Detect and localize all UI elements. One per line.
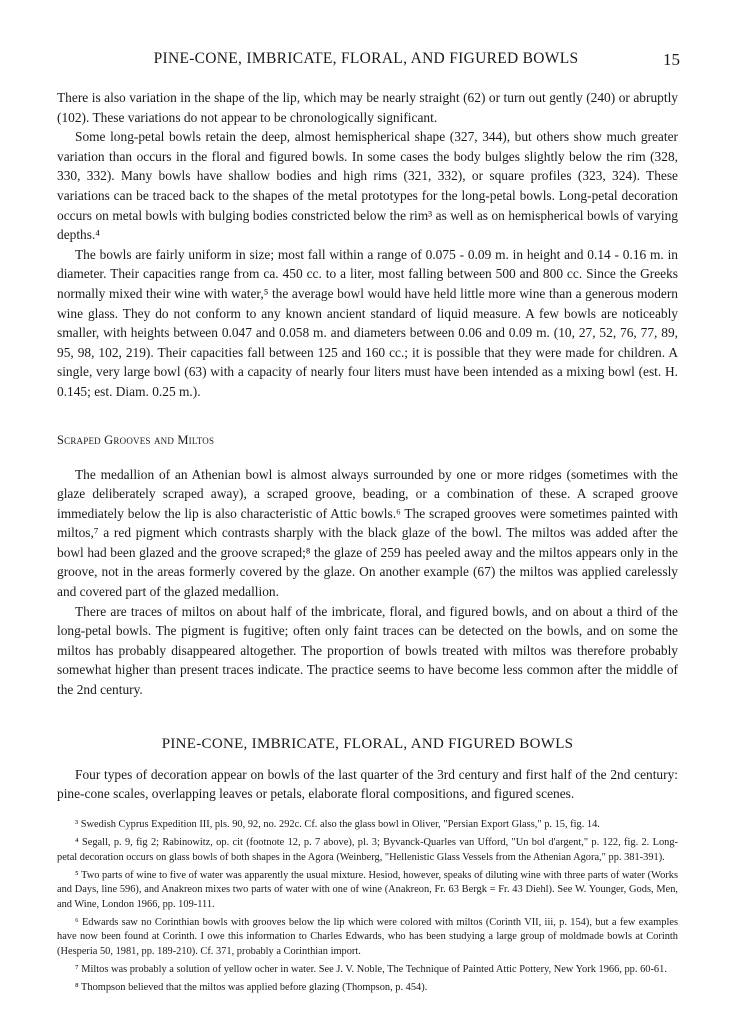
page-number: 15 bbox=[663, 50, 680, 69]
footnote-4: ⁴ Segall, p. 9, fig 2; Rabinowitz, op. cit (footnote 12, p. 7 above), pl. 3; Byvanck-Quarles van Ufford, "Un bol d'argent," p. 122, fig. 2. Long-petal decoration occurs on glass bowls of both shapes in the Agora (Weinberg, "Hellenistic Glass Vessels from the Athenian Agora," pp. 381-391). bbox=[57, 836, 678, 863]
section-heading: PINE-CONE, IMBRICATE, FLORAL, AND FIGURED BOWLS bbox=[161, 735, 574, 752]
footnotes bbox=[57, 818, 678, 996]
subsection-heading: Scraped Grooves and Miltos bbox=[57, 432, 215, 447]
footnote-6: ⁶ Edwards saw no Corinthian bowls with grooves below the lip which were colored with miltos (Corinth VII, iii, p. 154), but a few examples have now been found at Corinth. I owe this information to Charles Edwards, who has been studying a large group of moldmade bowls at Corinth (Hesperia 50, 1981, pp. 189-210). Cf. 371, probably a Corinthian import. bbox=[57, 916, 678, 958]
running-title: PINE-CONE, IMBRICATE, FLORAL, AND FIGURED BOWLS bbox=[153, 50, 579, 67]
paragraph-lip-variation: There is also variation in the shape of the lip, which may be nearly straight (62) or turn out gently (240) or abruptly (102). These variations do not appear to be chronologically significant. bbox=[57, 90, 678, 125]
paragraph-decoration-types: Four types of decoration appear on bowls of the last quarter of the 3rd century and first half of the 2nd century: pine-cone scales, overlapping leaves or petals, elaborate floral compositions, and figured scenes. bbox=[57, 766, 678, 802]
footnote-3: ³ Swedish Cyprus Expedition III, pls. 90, 92, no. 292c. Cf. also the glass bowl in Oliver, "Persian Export Glass," p. 15, fig. 14. bbox=[75, 818, 600, 830]
footnote-5: ⁵ Two parts of wine to five of water was apparently the usual mixture. Hesiod, however, speaks of diluting wine with three parts of water (Works and Days, line 596), and Anakreon mixes two parts of water with one of wine (Anakreon, Fr. 63 Bergk = Fr. 43 Diehl). See W. Younger, Gods, Men, and Wine, London 1966, pp. 109-111. bbox=[57, 869, 678, 910]
running-head bbox=[57, 50, 680, 74]
paragraph-miltos-traces: There are traces of miltos on about half of the imbricate, floral, and figured bowls, and on about a third of the long-petal bowls. The pigment is fugitive; often only faint traces can be detected on the bowls, and on some the miltos has probably disappeared altogether. The proportion of bowls treated with miltos was therefore probably somewhat higher than present traces indicate. The practice seems to have become less common after the middle of the 2nd century. bbox=[57, 603, 678, 698]
paragraph-bowl-sizes: The bowls are fairly uniform in size; most fall within a range of 0.075 - 0.09 m. in height and 0.14 - 0.16 m. in diameter. Their capacities range from ca. 450 cc. to a liter, most falling between 500 and 800 cc. Since the Greeks normally mixed their wine with water,⁵ the average bowl would have held little more wine than a generous modern wine glass. They do not conform to any known ancient standard of liquid measure. A few bowls are noticeably smaller, with heights between 0.047 and 0.058 m. and diameters between 0.06 and 0.09 m. (10, 27, 52, 76, 77, 89, 95, 98, 102, 219). Their capacities fall between 125 and 160 cc.; it is possible that they were made for children. A single, very large bowl (63) with a capacity of nearly four liters must have been intended as a mixing bowl (est. H. 0.145; est. Diam. 0.25 m.). bbox=[57, 246, 678, 399]
footnote-7: ⁷ Miltos was probably a solution of yellow ocher in water. See J. V. Noble, The Technique of Painted Attic Pottery, New York 1966, pp. 60-61. bbox=[75, 964, 667, 976]
paragraph-medallion-grooves: The medallion of an Athenian bowl is almost always surrounded by one or more ridges (sometimes with the glaze deliberately scraped away), a scraped groove, beading, or a combination of these. A scraped groove immediately below the lip is also characteristic of Attic bowls.⁶ The scraped grooves were sometimes painted with miltos,⁷ a red pigment which contrasts sharply with the black glaze of the bowl. The miltos was added after the bowl had been glazed and the groove scraped;⁸ the glaze of 259 has peeled away and the miltos appears only in the groove, not in the areas formerly covered by the glaze. On another example (67) the miltos was applied carelessly and covered part of the glazed medallion. bbox=[57, 466, 678, 600]
body-text bbox=[57, 88, 678, 999]
paragraph-long-petal-shapes: Some long-petal bowls retain the deep, almost hemispherical shape (327, 344), but others show much greater variation than occurs in the floral and figured bowls. In some cases the body bulges slightly below the rim (328, 330, 332). Many bowls have shallow bodies and high rims (321, 332), or square profiles (323, 324). These variations can be traced back to the shapes of the metal prototypes for the long-petal bowls. Long-petal decoration occurs on metal bowls with bulging bodies constricted below the rim³ as well as on hemispherical bowls of varying depths.⁴ bbox=[57, 129, 678, 243]
footnote-8: ⁸ Thompson believed that the miltos was applied before glazing (Thompson, p. 454). bbox=[75, 982, 428, 994]
